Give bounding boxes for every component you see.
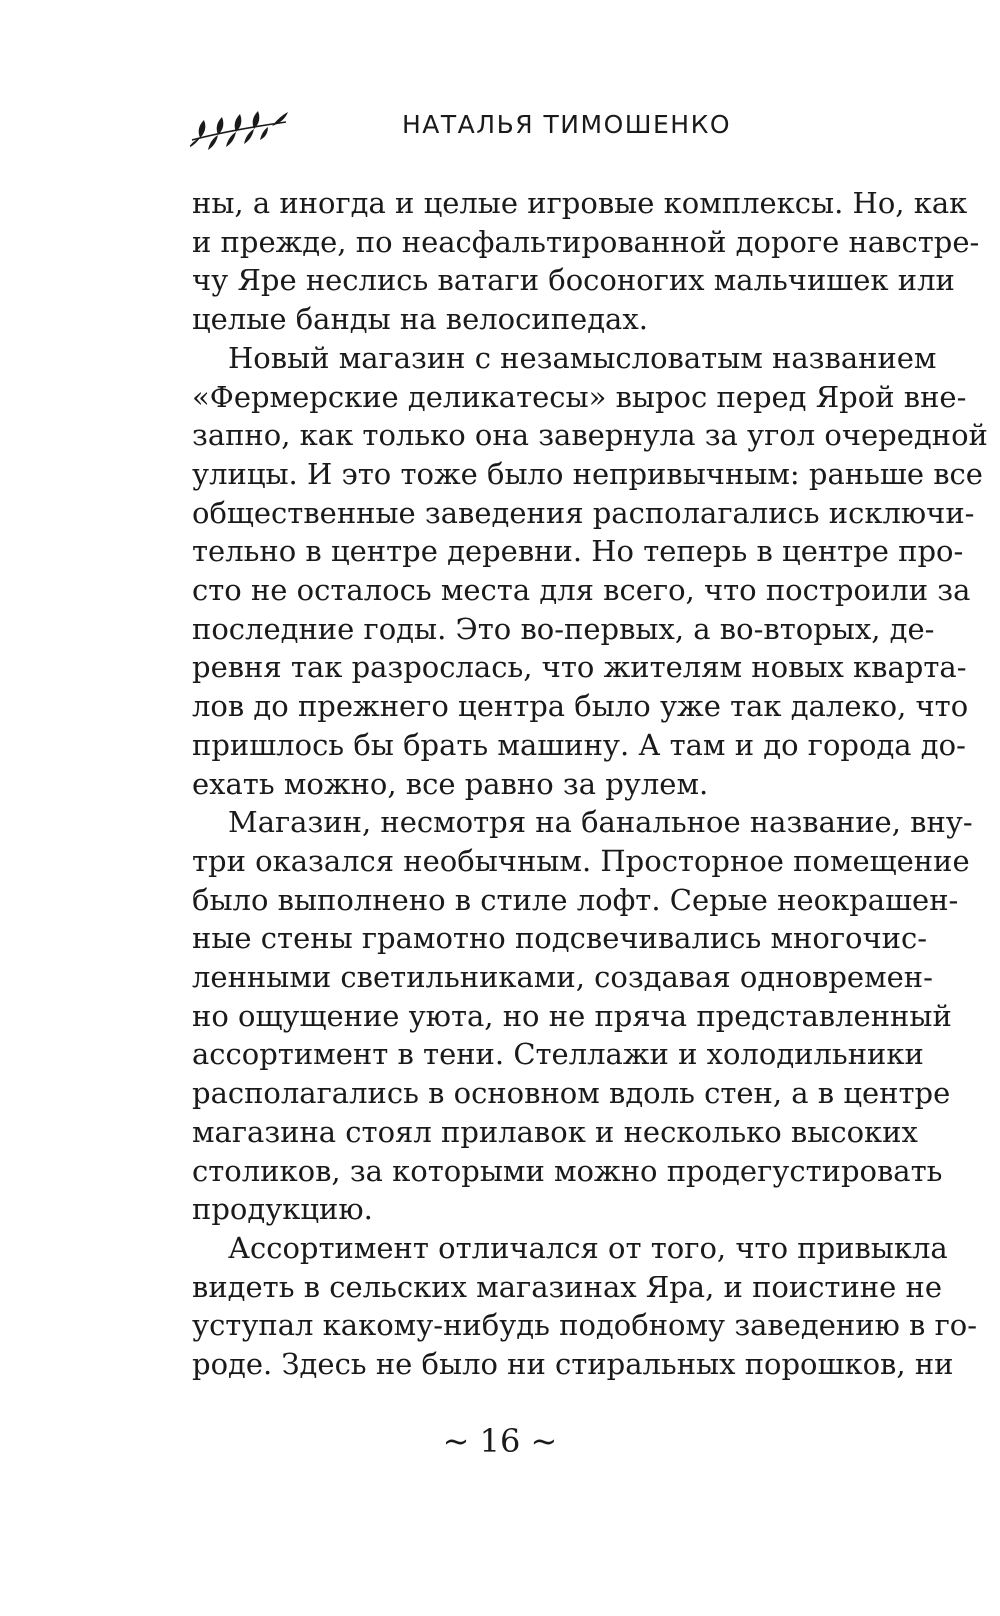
author-name: НАТАЛЬЯ ТИМОШЕНКО xyxy=(402,110,732,139)
text-line: пришлось бы брать машину. А там и до города до- xyxy=(192,727,966,762)
text-line: Магазин, несмотря на банальное название, вну- xyxy=(228,805,973,840)
text-line: Ассортимент отличался от того, что привыкла xyxy=(228,1230,948,1265)
text-line: видеть в сельских магазинах Яра, и поистине не xyxy=(192,1269,943,1304)
text-line: чу Яре неслись ватаги босоногих мальчишек или xyxy=(192,263,955,298)
text-line: общественные заведения располагались исключи- xyxy=(192,495,975,530)
text-line: запно, как только она завернула за угол очередной xyxy=(192,418,988,453)
text-line: ны, а иногда и целые игровые комплексы. Но, как xyxy=(192,186,968,220)
text-line: магазина стоял прилавок и несколько высоких xyxy=(192,1114,918,1149)
page-body-text xyxy=(192,184,988,1384)
leaf-branch-ornament-icon xyxy=(190,108,290,154)
text-line: «Фермерские деликатесы» вырос перед Ярой вне- xyxy=(192,379,967,414)
text-line: столиков, за которыми можно продегустировать xyxy=(192,1153,943,1188)
page-number: ~ 16 ~ xyxy=(442,1422,558,1460)
text-line: лов до прежнего центра было уже так далеко, что xyxy=(192,689,969,724)
running-header xyxy=(190,108,870,158)
text-line: роде. Здесь не было ни стиральных порошков, ни xyxy=(192,1347,954,1382)
text-line: три оказался необычным. Просторное помещение xyxy=(192,843,970,878)
text-line: улицы. И это тоже было непривычным: раньше все xyxy=(192,456,983,491)
text-line: ленными светильниками, создавая одновремен- xyxy=(192,960,933,995)
text-line: ные стены грамотно подсвечивались многочис- xyxy=(192,921,928,956)
text-line: последние годы. Это во-первых, а во-вторых, де- xyxy=(192,611,935,646)
text-line: было выполнено в стиле лофт. Серые неокрашен- xyxy=(192,882,959,917)
text-line: целые банды на велосипедах. xyxy=(192,302,648,337)
text-line: и прежде, по неасфальтированной дороге навстре- xyxy=(192,224,980,259)
text-line: тельно в центре деревни. Но теперь в центре про- xyxy=(192,534,964,569)
text-line: располагались в основном вдоль стен, а в центре xyxy=(192,1076,951,1111)
text-line: уступал какому-нибудь подобному заведению в го- xyxy=(192,1308,978,1343)
text-line: ехать можно, все равно за рулем. xyxy=(192,766,709,801)
text-line: продукцию. xyxy=(192,1192,373,1227)
text-line: Новый магазин с незамысловатым названием xyxy=(228,340,937,375)
text-line: сто не осталось места для всего, что построили за xyxy=(192,573,971,608)
text-line: ревня так разрослась, что жителям новых кварта- xyxy=(192,650,967,685)
text-line: ассортимент в тени. Стеллажи и холодильники xyxy=(192,1037,924,1072)
text-line: но ощущение уюта, но не пряча представленный xyxy=(192,998,952,1033)
